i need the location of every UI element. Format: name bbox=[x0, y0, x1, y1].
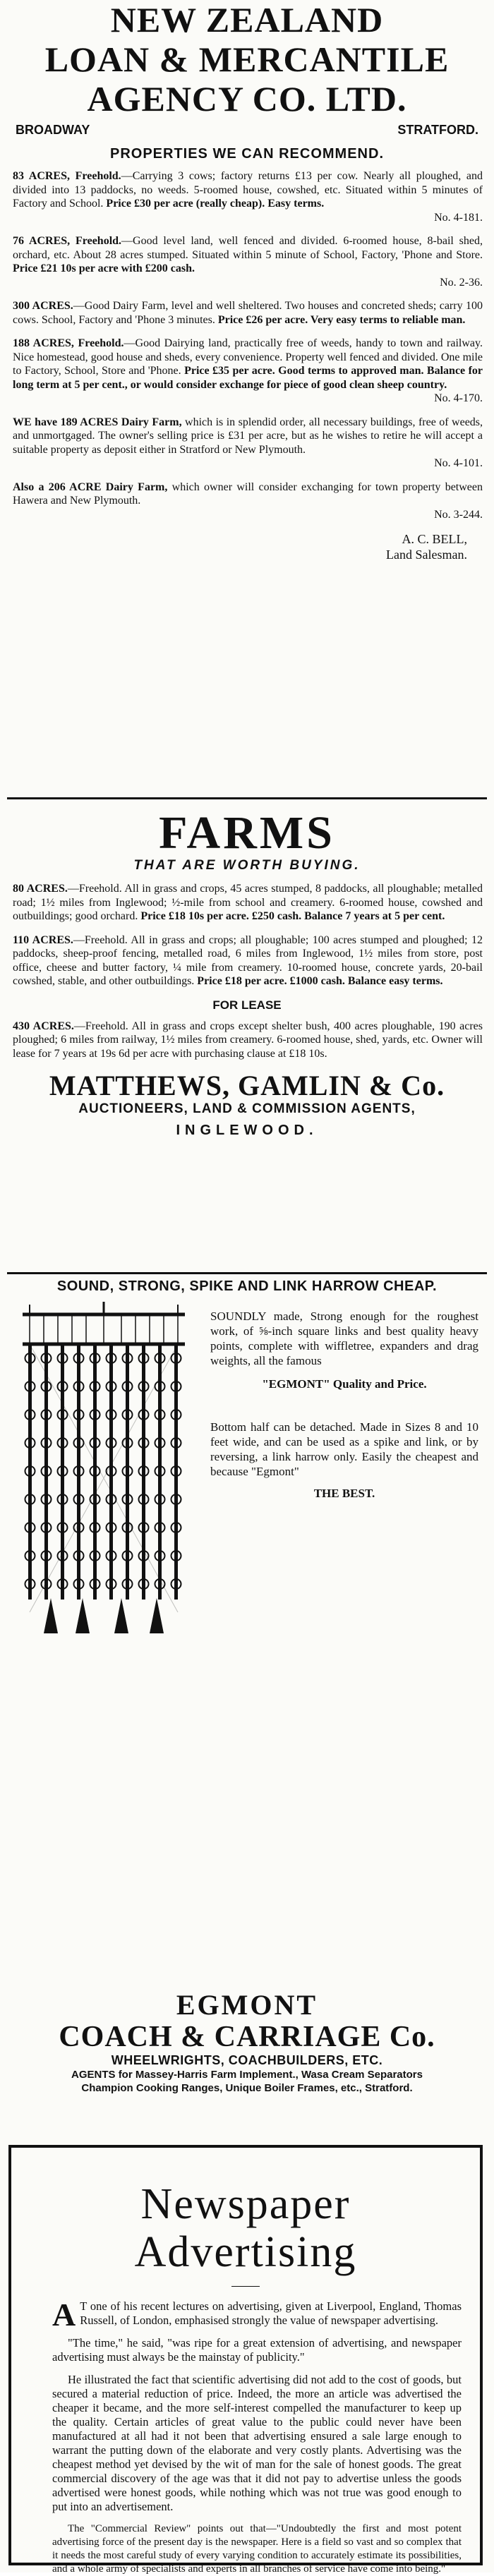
lease-heading: FOR LEASE bbox=[212, 998, 282, 1012]
listing-terms: Price £18 10s per acre. £250 cash. Balance 7 years at 5 per cent. bbox=[140, 910, 445, 922]
agency-address bbox=[6, 119, 488, 138]
egmont-company: COACH & CARRIAGE Co. bbox=[59, 2021, 435, 2053]
firm-description: AUCTIONEERS, LAND & COMMISSION AGENTS, bbox=[78, 1101, 416, 1116]
agency-title-line-2: LOAN & MERCANTILE bbox=[44, 40, 450, 79]
listing-ref: No. 4-101. bbox=[434, 457, 483, 469]
agency-subheading: PROPERTIES WE CAN RECOMMEND. bbox=[109, 146, 385, 162]
article-paragraph: He illustrated the fact that scientific advertising did not add to the cost of goods, but secured a material reduction of price. Indeed, the more an article was advertised the cheaper it became, and the more self-interest compelled the manufacturer to keep up the quality. Certain articles of great value to the public could never have been manufactured at all had it not been that advertising ensured a sale large enough to warrant the putting down of the elaborate and very costly plants. Advertising was the cheapest method yet devised by the wit of man for the sale of honest goods. The great commercial discovery of the age was that it did not pay to advertise unless the goods advertised were honest goods, while nothing which was not true was good enough to put into an advertisement. bbox=[52, 2373, 462, 2513]
article-paragraph bbox=[52, 2297, 462, 2333]
property-listing bbox=[6, 169, 488, 224]
listing-ref: No. 3-244. bbox=[434, 508, 483, 521]
listing-ref: No. 2-36. bbox=[440, 276, 483, 289]
farms-advert bbox=[6, 809, 488, 1139]
egmont-trade: WHEELWRIGHTS, COACHBUILDERS, ETC. bbox=[111, 2053, 383, 2067]
listing-lead: 300 ACRES. bbox=[13, 300, 73, 312]
listing-terms: Price £30 per acre (really cheap). Easy terms. bbox=[106, 198, 325, 210]
section-divider bbox=[7, 797, 487, 799]
newspaper-title: Newspaper bbox=[140, 2180, 351, 2228]
signature-name: A. C. BELL, bbox=[402, 532, 467, 546]
firm-town: INGLEWOOD. bbox=[176, 1123, 318, 1138]
listing-body: —Good Dairy Farm, level and well sheltered. Two houses and concreted sheds; carry 100 cows. School, Factory and 'Phone 3 minutes. bbox=[13, 300, 483, 326]
listing-terms: Price £35 per acre. Good terms to approved man. Balance for long term at 5 per cent., or would consider exchange for piece of good clean sheep country. bbox=[13, 365, 483, 391]
farm-listing bbox=[6, 933, 488, 988]
address-right: STRATFORD. bbox=[397, 123, 478, 137]
harrow-best: THE BEST. bbox=[313, 1487, 375, 1500]
property-listing bbox=[6, 337, 488, 406]
article-paragraph: The "Commercial Review" points out that—"Undoubtedly the first and most potent advertising force of the present day is the newspaper. Here is a field so vast and so complex that it needs the most careful study of every varying condition to accurately estimate its possibilities, and a whole army of specialists and experts in all branches of service have come into being." bbox=[52, 2523, 462, 2575]
listing-lead: 110 ACRES. bbox=[13, 933, 73, 946]
agency-title-line-3: AGENCY CO. LTD. bbox=[87, 79, 407, 119]
listing-lead: Also a 206 ACRE Dairy Farm, bbox=[13, 480, 168, 493]
harrow-description bbox=[210, 1309, 478, 1501]
address-left: BROADWAY bbox=[16, 123, 90, 137]
title-divider bbox=[231, 2286, 260, 2287]
egmont-products: Champion Cooking Ranges, Unique Boiler Frames, etc., Stratford. bbox=[81, 2082, 413, 2094]
egmont-title: EGMONT bbox=[176, 1989, 318, 2021]
listing-body: —Freehold. All in grass and crops, 45 acres stumped, 8 paddocks, all ploughable; metalled road; 1½ miles from Inglewood; ½-mile from school and creamery. 6-roomed house, cowshed and outbuildings; good orchard. bbox=[13, 883, 483, 922]
article-body bbox=[11, 2299, 480, 2576]
article-paragraph: "The time," he said, "was ripe for a great extension of advertising, and newspaper advertising must always be the mainstay of publicity." bbox=[52, 2336, 462, 2364]
egmont-advert bbox=[6, 1990, 488, 2095]
property-listing bbox=[6, 480, 488, 522]
listing-body: —Good Dairying land, practically free of weeds, handy to town and railway. Nice homestead, good house and sheds, every convenience. Property well fenced and divided. One mile to Factory, School, Store and 'Phone. bbox=[13, 337, 483, 377]
listing-body: —Freehold. All in grass and crops except shelter bush, 400 acres ploughable, 190 acres ploughed; 6 miles from railway, 1½ miles from creamery. 6-roomed house, shed, yards, etc. Owner will lease for 7 years at 19s 6d per acre with purchasing clause at £18 10s. bbox=[13, 1020, 483, 1060]
loan-agency-advert bbox=[6, 0, 488, 562]
signature-title: Land Salesman. bbox=[386, 548, 467, 562]
listing-body: which is in splendid order, all necessary buildings, free of weeds, and unmortgaged. The owner's selling price is £31 per acre, but as he wishes to retire he will accept a suitable property as deposit either in Stratford or New Plymouth. bbox=[13, 416, 483, 456]
listing-terms: Price £26 per acre. Very easy terms to reliable man. bbox=[217, 313, 466, 326]
drop-cap: A bbox=[52, 2297, 76, 2333]
listing-lead: 76 ACRES, Freehold. bbox=[13, 235, 122, 247]
listing-lead: WE have 189 ACRES Dairy Farm, bbox=[13, 416, 182, 428]
advertising-title: Advertising bbox=[134, 2228, 357, 2276]
listing-lead: 430 ACRES. bbox=[13, 1020, 74, 1032]
listing-lead: 80 ACRES. bbox=[13, 883, 68, 895]
listing-ref: No. 4-170. bbox=[434, 392, 483, 404]
listing-ref: No. 4-181. bbox=[434, 211, 483, 224]
listing-lead: 188 ACRES, Freehold. bbox=[13, 337, 124, 349]
harrow-advert bbox=[6, 1278, 488, 1647]
listing-terms: Price £21 10s per acre with £200 cash. bbox=[13, 262, 195, 274]
farm-listing bbox=[6, 882, 488, 924]
lease-listing bbox=[6, 1020, 488, 1061]
harrow-paragraph: Bottom half can be detached. Made in Sizes 8 and 10 feet wide, and can be used as a spike and link, or by reversing, a link harrow only. Easily the cheapest and because "Egmont" bbox=[210, 1420, 478, 1478]
listing-body: —Freehold. All in grass and crops; all ploughable; 100 acres stumped and ploughed; 12 paddocks, sheep-proof fencing, metalled road, 6 miles from Inglewood, 1½ miles from store, post office, cheese and butter factory, ¼ mile from creamery. 10-roomed house, concrete yards, 20-bail cowshed, stable, and other outbuildings. bbox=[13, 933, 483, 987]
property-listing bbox=[6, 234, 488, 289]
listing-lead: 83 ACRES, Freehold. bbox=[13, 170, 121, 182]
section-divider bbox=[7, 1272, 487, 1274]
listing-body: which owner will consider exchanging for town property between Hawera and New Plymouth. bbox=[13, 480, 483, 507]
firm-name: MATTHEWS, GAMLIN & Co. bbox=[49, 1070, 445, 1101]
harrow-quality: "EGMONT" Quality and Price. bbox=[262, 1377, 427, 1391]
farms-title: FARMS bbox=[159, 807, 335, 859]
harrow-headline: SOUND, STRONG, SPIKE AND LINK HARROW CHEAP. bbox=[56, 1278, 438, 1294]
listing-body: —Carrying 3 cows; factory returns £13 per cow. Nearly all ploughed, and divided into 13 paddocks, no weeds. 5-roomed house, cowshed, etc. Situated within 5 minutes of Factory and School. bbox=[13, 170, 483, 210]
egmont-agents: AGENTS for Massey-Harris Farm Implement., Wasa Cream Separators bbox=[71, 2069, 423, 2081]
listing-terms: Price £18 per acre. £1000 cash. Balance easy terms. bbox=[197, 975, 443, 987]
property-listing bbox=[6, 416, 488, 471]
harrow-paragraph: SOUNDLY made, Strong enough for the roughest work, of ⅝-inch square links and best quality heavy points, complete with wiffletree, expanders and drag weights, all the famous bbox=[210, 1310, 478, 1367]
listing-body: —Good level land, well fenced and divided. 6-roomed house, 8-bail shed, orchard, etc. About 28 acres stumped. Situated within 5 minute of School, Factory, 'Phone and Store. bbox=[13, 235, 483, 261]
harrow-illustration-icon bbox=[16, 1302, 192, 1640]
agency-title-line-1: NEW ZEALAND bbox=[110, 0, 384, 40]
paragraph-text: T one of his recent lectures on advertising, given at Liverpool, England, Thomas Russell, of London, emphasised strongly the value of newspaper advertising. bbox=[80, 2299, 462, 2327]
harrow-body bbox=[6, 1295, 488, 1647]
farms-subtitle: THAT ARE WORTH BUYING. bbox=[133, 858, 361, 873]
property-listing bbox=[6, 299, 488, 327]
newspaper-advertising-box bbox=[8, 2145, 483, 2575]
